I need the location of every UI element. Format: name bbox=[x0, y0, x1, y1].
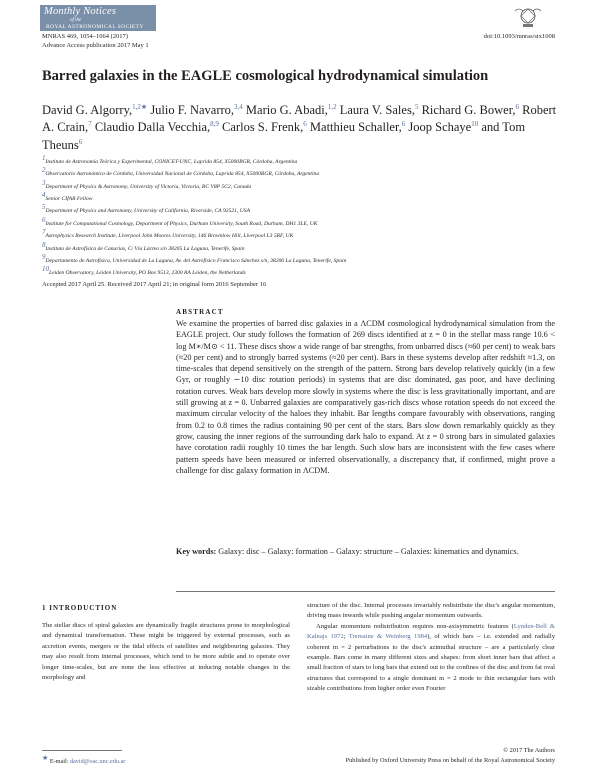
author-affiliation-mark: 7 bbox=[88, 120, 92, 129]
accepted-date: Accepted 2017 April 25. Received 2017 April 21; in original form 2016 September 16 bbox=[42, 281, 267, 288]
abstract-divider bbox=[176, 591, 555, 592]
intro-right-column bbox=[307, 601, 555, 695]
citation-link-lynden-bell[interactable]: Lynden-Bell & Kalnajs 1972 bbox=[307, 622, 555, 641]
author-name: Carlos S. Frenk, bbox=[222, 120, 304, 135]
affiliation bbox=[42, 166, 562, 178]
affiliation bbox=[42, 216, 562, 228]
doi-link[interactable]: doi:10.1093/mnras/stx1008 bbox=[483, 33, 555, 40]
author-name: Julio F. Navarro, bbox=[150, 103, 235, 118]
author-name: Richard G. Bower, bbox=[421, 103, 516, 118]
author-affiliation-mark: 6 bbox=[303, 120, 307, 129]
affiliation-number: 2 bbox=[42, 166, 46, 175]
author-name: and Tom Theuns bbox=[42, 120, 526, 153]
affiliation-text: Instituto de Astronomía Teórica y Experimental, CONICET-UNC, Laprida 854, X5000BGR, Córdoba, Argentina bbox=[45, 158, 298, 165]
author-name: Joop Schaye bbox=[408, 120, 472, 135]
author-affiliation-mark: 6 bbox=[515, 103, 519, 111]
keywords-label: Key words: bbox=[176, 547, 217, 556]
section-heading-introduction: 1 INTRODUCTION bbox=[42, 604, 118, 612]
author-name: Claudio Dalla Vecchia, bbox=[94, 120, 211, 135]
affiliation-number: 1 bbox=[42, 154, 46, 162]
affiliation-number: 8 bbox=[42, 240, 46, 249]
intro-left-column bbox=[42, 621, 290, 683]
affiliation-text: Departamento de Astrofísica, Universidad de La Laguna, Av. del Astrofísico Francisco Sánchez s/n, 38206 La Laguna, Tenerife, Spain bbox=[45, 257, 347, 264]
intro-p2-sep: ; bbox=[343, 633, 349, 641]
affiliation-number: 3 bbox=[42, 178, 46, 187]
author-affiliation-mark: 6 bbox=[78, 137, 83, 146]
affiliation-number: 6 bbox=[42, 215, 46, 224]
logo-line-3: ROYAL ASTRONOMICAL SOCIETY bbox=[46, 24, 144, 30]
affiliation bbox=[42, 265, 562, 277]
affiliation-text: Leiden Observatory, Leiden University, PO Box 9513, 2300 RA Leiden, the Netherlands bbox=[49, 270, 246, 277]
affiliation bbox=[42, 191, 562, 203]
citation-link-tremaine[interactable]: Tremaine & Weinberg 1984 bbox=[348, 633, 428, 641]
affiliation bbox=[42, 241, 562, 253]
copyright: © 2017 The Authors bbox=[503, 747, 555, 754]
affiliation-text: Institute for Computational Cosmology, Department of Physics, Durham University, South Road, Durham, DH1 3LE, UK bbox=[45, 220, 318, 227]
affiliation-text: Department of Physics and Astronomy, University of California, Riverside, CA 92521, USA bbox=[45, 208, 251, 215]
intro-p2-text-b: ), of which bars – i.e. extended and radially coherent m = 2 perturbations to the disc's azimuthal structure – are a particularly clear example. Bars come in many different sizes and shapes: from short inner bars that affect a small fraction of stars to long bars that extend out to the confines of the disc and from fat oval structures that correspond to a single dominant m = 2 mode to thin rectangular bars with sizable contributions from higher order even Fourier bbox=[307, 633, 555, 693]
affiliation-text: Senior CIfAR Fellow bbox=[45, 195, 93, 202]
affiliation bbox=[42, 179, 562, 191]
author-affiliation-mark: 1,2★ bbox=[132, 103, 148, 111]
affiliation-number: 4 bbox=[42, 191, 46, 200]
intro-p2-text-a: Angular momentum redistribution requires non-axisymmetric features ( bbox=[316, 622, 514, 630]
author-affiliation-mark: 8,9 bbox=[210, 120, 219, 129]
affiliation-number: 9 bbox=[42, 252, 46, 261]
author-name: David G. Algorry, bbox=[42, 103, 133, 118]
publisher-line: Published by Oxford University Press on behalf of the Royal Astronomical Society bbox=[345, 757, 555, 764]
intro-paragraph-1: The stellar discs of spiral galaxies are dynamically fragile structures prone to morphological and dynamical transformation. These might be triggered by external processes, such as accretion events, mergers or the tidal effects of satellites and neighbouring galaxies. They may also result from internal processes, which tend to be more subtle and to operate over longer time-scales, but are none the less effective at inducing notable changes in the morphology and bbox=[42, 622, 290, 682]
author-name: Mario G. Abadi, bbox=[245, 103, 328, 118]
footnote-mark: ★ bbox=[42, 754, 49, 762]
footnote-label: E-mail: bbox=[49, 758, 69, 766]
affiliation-text: Astrophysics Research Institute, Liverpool John Moores University, 146 Brownlow Hill, Liverpool L3 5RF, UK bbox=[45, 233, 294, 240]
affiliation-text: Observatorio Astronómico de Córdoba, Universidad Nacional de Córdoba, Laprida 854, X5000BGR, Córdoba, Argentina bbox=[45, 171, 320, 178]
author-name: Robert A. Crain, bbox=[42, 103, 557, 135]
citation-line: MNRAS 469, 1054–1064 (2017) bbox=[42, 33, 128, 40]
footnote-divider bbox=[42, 750, 122, 751]
author-name: Laura V. Sales, bbox=[339, 103, 415, 118]
author-list bbox=[42, 100, 562, 152]
email-link[interactable]: david@oac.unc.edu.ar bbox=[69, 758, 126, 766]
author-affiliation-mark: 10 bbox=[471, 120, 479, 129]
intro-paragraph-2 bbox=[307, 622, 555, 695]
keywords bbox=[176, 546, 555, 557]
affiliation bbox=[42, 203, 562, 215]
author-affiliation-mark: 1,2 bbox=[327, 103, 337, 111]
affiliation bbox=[42, 253, 562, 265]
advance-access-line: Advance Access publication 2017 May 1 bbox=[42, 42, 149, 49]
affiliation bbox=[42, 154, 562, 166]
affiliation-number: 7 bbox=[42, 228, 46, 237]
affiliation-text: Instituto de Astrofísica de Canarias, C/ Vía Láctea s/n 38205 La Laguna, Tenerife, Spain bbox=[45, 245, 245, 252]
affiliation-text: Department of Physics & Astronomy, University of Victoria, Victoria, BC V8P 5C2, Canada bbox=[45, 183, 252, 190]
affiliation bbox=[42, 228, 562, 240]
affiliation-number: 5 bbox=[42, 203, 46, 212]
author-affiliation-mark: 5 bbox=[414, 103, 419, 111]
intro-paragraph-continued: structure of the disc. Internal processes invariably redistribute the disc's angular momentum, driving mass inwards while pushing angular momentum outwards. bbox=[307, 602, 555, 620]
affiliation-list bbox=[42, 154, 562, 278]
author-name: Matthieu Schaller, bbox=[309, 120, 402, 135]
abstract-text: We examine the properties of barred disc galaxies in a ΛCDM cosmological hydrodynamical simulation from the EAGLE project. Our study follows the formation of 269 discs identified at z = 0 in the stellar mass range 10.6 < log M∗/M⊙ < 11. These discs show a wide range of bar strengths, from unbarred discs (≈60 per cent) to weak bars (≈20 per cent) and to strongly barred systems (≈20 per cent). Bars in these systems develop after redshift ≈1.3, on time-scales that depend sensitively on the strength of the pattern. Strong bars develop relatively quickly (in a few Gyr, or roughly ∼10 disc rotation periods) in systems that are disc dominated, gas poor, and have declining rotation curves. Weak bars develop more slowly in systems where the disc is less gravitationally important, and are still growing at z = 0. Unbarred galaxies are comparatively gas-rich discs whose rotation speeds do not exceed the maximum circular velocity of the haloes they inhabit. Bar lengths compare favourably with observations, ranging from 0.2 to 0.8 times the radius containing 90 per cent of the stars. Bars slow down remarkably quickly as they grow, causing the inner regions of the surrounding dark halo to expand. At z = 0 strong bars in simulated galaxies have corotation radii roughly 10 times the bar length. Such slow bars are inconsistent with the few cases where pattern speeds have been measured or inferred observationally, a discrepancy that, if confirmed, might prove a challenge for disc galaxy formation in ΛCDM. bbox=[176, 319, 555, 475]
author-affiliation-mark: 3,4 bbox=[234, 103, 243, 111]
society-crest-icon bbox=[511, 5, 545, 29]
affiliation-number: 10 bbox=[42, 265, 49, 274]
abstract-heading: ABSTRACT bbox=[176, 308, 224, 316]
paper-title: Barred galaxies in the EAGLE cosmological hydrodynamical simulation bbox=[42, 68, 489, 84]
logo-line-2: of the bbox=[70, 18, 82, 23]
journal-logo bbox=[40, 5, 156, 31]
author-affiliation-mark: 6 bbox=[401, 120, 406, 129]
footnote bbox=[42, 754, 125, 765]
keywords-text: Galaxy: disc – Galaxy: formation – Galaxy: structure – Galaxies: kinematics and dynamics. bbox=[218, 547, 519, 556]
logo-line-1: Monthly Notices bbox=[44, 6, 117, 17]
